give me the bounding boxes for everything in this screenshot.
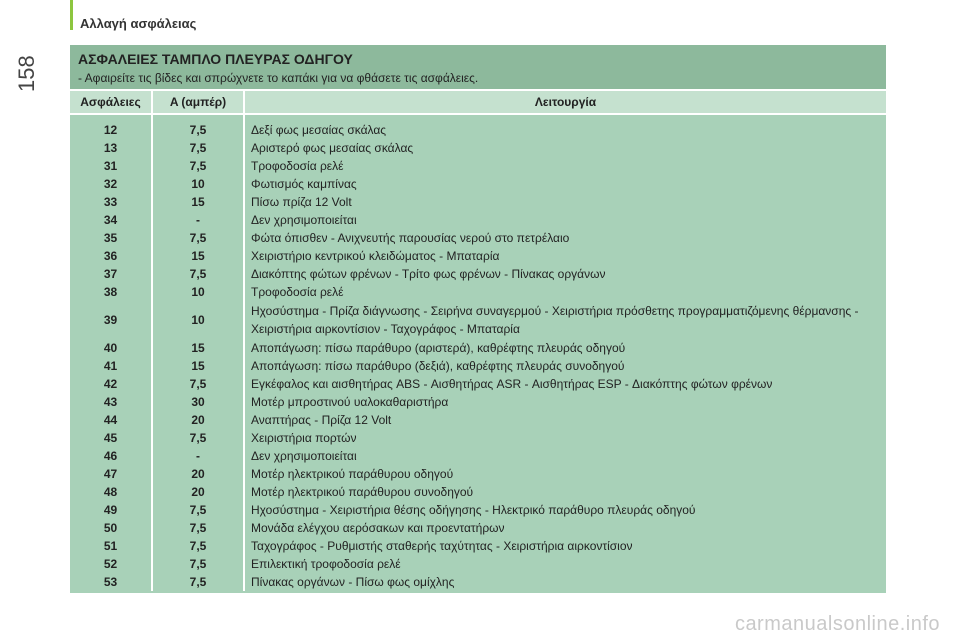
function-cell: Αποπάγωση: πίσω παράθυρο (αριστερά), καθρέφτης πλευράς οδηγού xyxy=(251,341,626,355)
fuse-number-cell: 49 xyxy=(70,501,152,519)
amperage-cell: 10 xyxy=(152,283,244,301)
fuse-table xyxy=(70,89,886,591)
amperage-cell: 7,5 xyxy=(152,139,244,157)
table-row xyxy=(70,375,886,393)
function-cell: Ηχοσύστημα - Πρίζα διάγνωσης - Σειρήνα συναγερμού - Χειριστήρια πρόσθετης προγραμματιζόμενης θέρμανσης - Χειριστήρια αιρκοντίσιον - Ταχογράφος - Μπαταρία xyxy=(251,304,859,336)
amperage-cell: 7,5 xyxy=(152,537,244,555)
page-number: 158 xyxy=(14,55,39,92)
table-row xyxy=(70,465,886,483)
amperage-cell: - xyxy=(152,447,244,465)
table-row xyxy=(70,211,886,229)
function-cell: Φωτισμός καμπίνας xyxy=(251,177,357,191)
fuse-number-cell: 36 xyxy=(70,247,152,265)
function-cell: Πίσω πρίζα 12 Volt xyxy=(251,195,352,209)
amperage-cell: 20 xyxy=(152,483,244,501)
table-row xyxy=(70,429,886,447)
amperage-cell: 7,5 xyxy=(152,265,244,283)
fuse-box-header xyxy=(70,45,886,89)
function-cell: Φώτα όπισθεν - Ανιχνευτής παρουσίας νερού στο πετρέλαιο xyxy=(251,231,570,245)
fuse-number-cell: 38 xyxy=(70,283,152,301)
function-cell: Εγκέφαλος και αισθητήρας ABS - Αισθητήρας ASR - Αισθητήρας ESP - Διακόπτης φώτων φρένων xyxy=(251,377,773,391)
function-cell: Δεν χρησιμοποιείται xyxy=(251,213,357,227)
fuse-number-cell: 39 xyxy=(70,301,152,339)
table-row xyxy=(70,483,886,501)
fuse-number-cell: 41 xyxy=(70,357,152,375)
function-cell: Διακόπτης φώτων φρένων - Τρίτο φως φρένων - Πίνακας οργάνων xyxy=(251,267,606,281)
fuse-number-cell: 52 xyxy=(70,555,152,573)
table-row xyxy=(70,121,886,139)
function-cell: Πίνακας οργάνων - Πίσω φως ομίχλης xyxy=(251,575,455,589)
function-cell: Επιλεκτική τροφοδοσία ρελέ xyxy=(251,557,401,571)
column-header-function: Λειτουργία xyxy=(244,90,886,114)
function-cell: Χειριστήριο κεντρικού κλειδώματος - Μπαταρία xyxy=(251,249,500,263)
function-cell: Ηχοσύστημα - Χειριστήρια θέσης οδήγησης - Ηλεκτρικό παράθυρο πλευράς οδηγού xyxy=(251,503,696,517)
table-header-row xyxy=(70,90,886,114)
table-row xyxy=(70,265,886,283)
amperage-cell: 7,5 xyxy=(152,375,244,393)
fuse-number-cell: 45 xyxy=(70,429,152,447)
table-row xyxy=(70,247,886,265)
table-row xyxy=(70,447,886,465)
table-row xyxy=(70,193,886,211)
function-cell: Τροφοδοσία ρελέ xyxy=(251,159,344,173)
header-accent-bar xyxy=(70,0,73,30)
amperage-cell: 7,5 xyxy=(152,555,244,573)
fuse-box-instruction: - Αφαιρείτε τις βίδες και σπρώχνετε το καπάκι για να φθάσετε τις ασφάλειες. xyxy=(78,71,479,85)
column-header-amps: A (αμπέρ) xyxy=(152,90,244,114)
table-row xyxy=(70,393,886,411)
amperage-cell: 7,5 xyxy=(152,519,244,537)
function-cell: Ταχογράφος - Ρυθμιστής σταθερής ταχύτητας - Χειριστήρια αιρκοντίσιον xyxy=(251,539,633,553)
fuse-number-cell: 42 xyxy=(70,375,152,393)
fuse-number-cell: 31 xyxy=(70,157,152,175)
table-row xyxy=(70,519,886,537)
fuse-number-cell: 34 xyxy=(70,211,152,229)
fuse-number-cell: 33 xyxy=(70,193,152,211)
fuse-number-cell: 35 xyxy=(70,229,152,247)
function-cell: Δεν χρησιμοποιείται xyxy=(251,449,357,463)
amperage-cell: 10 xyxy=(152,301,244,339)
amperage-cell: 7,5 xyxy=(152,429,244,447)
fuse-number-cell: 47 xyxy=(70,465,152,483)
function-cell: Μοτέρ ηλεκτρικού παράθυρου συνοδηγού xyxy=(251,485,474,499)
function-cell: Αποπάγωση: πίσω παράθυρο (δεξιά), καθρέφτης πλευράς συνοδηγού xyxy=(251,359,625,373)
amperage-cell: 20 xyxy=(152,465,244,483)
table-row xyxy=(70,283,886,301)
fuse-number-cell: 37 xyxy=(70,265,152,283)
amperage-cell: - xyxy=(152,211,244,229)
table-row xyxy=(70,573,886,591)
table-row xyxy=(70,175,886,193)
fuse-number-cell: 40 xyxy=(70,339,152,357)
fuse-table-box xyxy=(70,45,886,593)
table-row xyxy=(70,157,886,175)
function-cell: Χειριστήρια πορτών xyxy=(251,431,357,445)
fuse-number-cell: 53 xyxy=(70,573,152,591)
amperage-cell: 15 xyxy=(152,357,244,375)
amperage-cell: 20 xyxy=(152,411,244,429)
function-cell: Δεξί φως μεσαίας σκάλας xyxy=(251,123,387,137)
function-cell: Μονάδα ελέγχου αερόσακων και προεντατήρων xyxy=(251,521,505,535)
function-cell: Αριστερό φως μεσαίας σκάλας xyxy=(251,141,414,155)
fuse-number-cell: 50 xyxy=(70,519,152,537)
fuse-number-cell: 43 xyxy=(70,393,152,411)
function-cell: Τροφοδοσία ρελέ xyxy=(251,285,344,299)
table-spacer xyxy=(70,114,886,121)
fuse-number-cell: 12 xyxy=(70,121,152,139)
table-body xyxy=(70,114,886,591)
fuse-number-cell: 44 xyxy=(70,411,152,429)
function-cell: Μοτέρ μπροστινού υαλοκαθαριστήρα xyxy=(251,395,449,409)
amperage-cell: 30 xyxy=(152,393,244,411)
table-row xyxy=(70,139,886,157)
fuse-number-cell: 32 xyxy=(70,175,152,193)
amperage-cell: 7,5 xyxy=(152,229,244,247)
function-cell: Αναπτήρας - Πρίζα 12 Volt xyxy=(251,413,392,427)
amperage-cell: 10 xyxy=(152,175,244,193)
page-header-title: Αλλαγή ασφάλειας xyxy=(80,16,197,31)
table-row xyxy=(70,501,886,519)
function-cell: Μοτέρ ηλεκτρικού παράθυρου οδηγού xyxy=(251,467,454,481)
table-row xyxy=(70,301,886,339)
fuse-box-title: ΑΣΦΑΛΕΙΕΣ ΤΑΜΠΛΟ ΠΛΕΥΡΑΣ ΟΔΗΓΟΥ xyxy=(78,51,353,67)
amperage-cell: 7,5 xyxy=(152,573,244,591)
table-row xyxy=(70,537,886,555)
table-row xyxy=(70,555,886,573)
watermark-text: carmanualsonline.info xyxy=(734,613,940,635)
fuse-number-cell: 46 xyxy=(70,447,152,465)
column-header-fuses: Ασφάλειες xyxy=(70,90,152,114)
fuse-number-cell: 48 xyxy=(70,483,152,501)
table-row xyxy=(70,229,886,247)
amperage-cell: 15 xyxy=(152,247,244,265)
amperage-cell: 7,5 xyxy=(152,157,244,175)
table-row xyxy=(70,411,886,429)
amperage-cell: 15 xyxy=(152,193,244,211)
table-row xyxy=(70,357,886,375)
amperage-cell: 7,5 xyxy=(152,121,244,139)
fuse-number-cell: 13 xyxy=(70,139,152,157)
table-row xyxy=(70,339,886,357)
amperage-cell: 7,5 xyxy=(152,501,244,519)
fuse-number-cell: 51 xyxy=(70,537,152,555)
amperage-cell: 15 xyxy=(152,339,244,357)
